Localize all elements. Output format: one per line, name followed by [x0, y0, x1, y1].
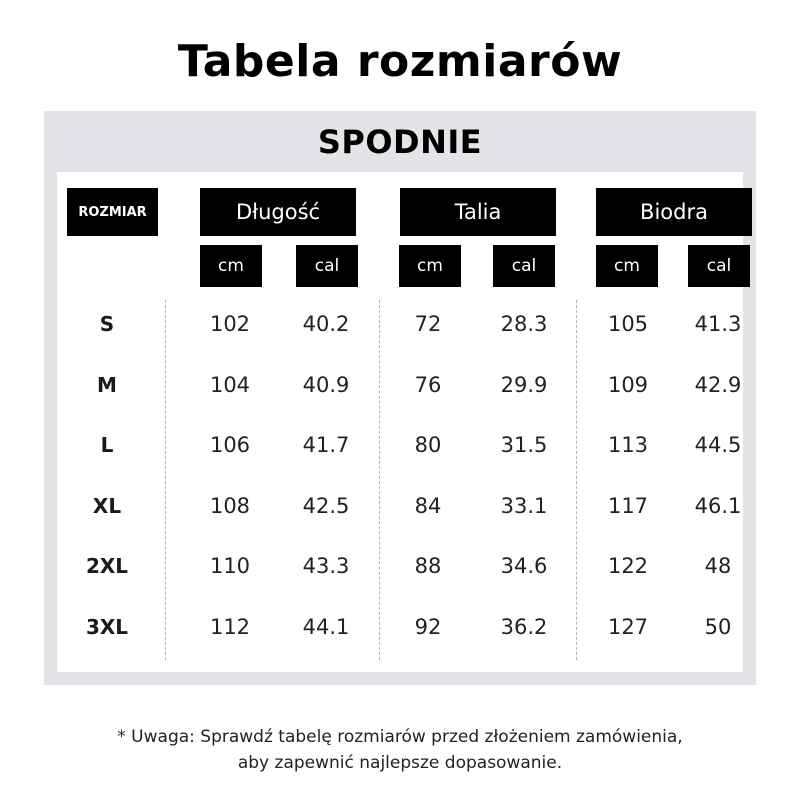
note-line-1: * Uwaga: Sprawdź tabelę rozmiarów przed złożeniem zamówienia, [117, 727, 683, 747]
table-cell: 106 [209, 433, 251, 457]
table-cell: 40.2 [302, 312, 350, 336]
table-cell: 109 [607, 373, 649, 397]
table-cell: 108 [209, 494, 251, 518]
unit-header-hips-cm: cm [596, 245, 658, 287]
table-cell: 31.5 [500, 433, 548, 457]
note-line-2: aby zapewnić najlepsze dopasowanie. [237, 753, 563, 773]
size-label: XL [92, 494, 122, 518]
unit-header-hips-cal: cal [688, 245, 750, 287]
group-header-waist: Talia [400, 188, 556, 236]
table-cell: 48 [704, 554, 732, 578]
unit-header-waist-cm: cm [399, 245, 461, 287]
table-cell: 29.9 [500, 373, 548, 397]
table-cell: 117 [607, 494, 649, 518]
unit-header-length-cm: cm [200, 245, 262, 287]
page-title: Tabela rozmiarów [177, 36, 623, 87]
table-cell: 127 [607, 615, 649, 639]
table-cell: 43.3 [302, 554, 350, 578]
table-cell: 46.1 [694, 494, 742, 518]
table-cell: 84 [414, 494, 442, 518]
table-cell: 42.5 [302, 494, 350, 518]
table-cell: 34.6 [500, 554, 548, 578]
table-cell: 102 [209, 312, 251, 336]
table-cell: 112 [209, 615, 251, 639]
table-cell: 42.9 [694, 373, 742, 397]
table-cell: 44.1 [302, 615, 350, 639]
table-cell: 88 [414, 554, 442, 578]
column-divider [165, 300, 166, 660]
size-column-header: ROZMIAR [67, 188, 158, 236]
column-divider [576, 300, 577, 660]
table-cell: 105 [607, 312, 649, 336]
table-cell: 122 [607, 554, 649, 578]
unit-header-length-cal: cal [296, 245, 358, 287]
table-cell: 80 [414, 433, 442, 457]
table-cell: 104 [209, 373, 251, 397]
unit-header-waist-cal: cal [493, 245, 555, 287]
size-label: S [99, 312, 115, 336]
group-header-hips: Biodra [596, 188, 752, 236]
group-header-length: Długość [200, 188, 356, 236]
table-cell: 44.5 [694, 433, 742, 457]
table-cell: 72 [414, 312, 442, 336]
table-cell: 40.9 [302, 373, 350, 397]
table-cell: 33.1 [500, 494, 548, 518]
section-title: SPODNIE [317, 123, 483, 161]
size-label: 2XL [85, 554, 129, 578]
size-label: M [97, 373, 117, 397]
table-cell: 41.7 [302, 433, 350, 457]
table-cell: 76 [414, 373, 442, 397]
size-label: 3XL [85, 615, 129, 639]
table-cell: 36.2 [500, 615, 548, 639]
table-cell: 41.3 [694, 312, 742, 336]
size-note [0, 724, 800, 776]
table-cell: 92 [414, 615, 442, 639]
table-cell: 110 [209, 554, 251, 578]
size-label: L [100, 433, 114, 457]
table-cell: 28.3 [500, 312, 548, 336]
column-divider [379, 300, 380, 660]
table-cell: 50 [704, 615, 732, 639]
table-cell: 113 [607, 433, 649, 457]
